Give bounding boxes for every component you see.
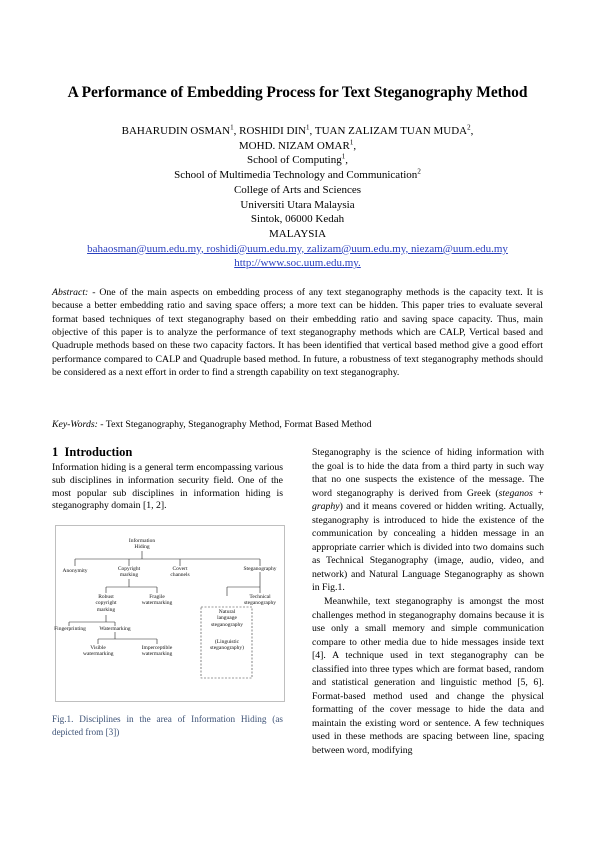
- node-robust-copyright-marking: Robust copyright marking: [95, 594, 117, 613]
- paper-title: A Performance of Embedding Process for Text Steganography Method: [67, 84, 528, 101]
- intro-right-paragraph-1: Steganography is the science of hiding information with the goal is to hide the data from a third party in such way that no one suspects the existence of the message. The word steganography is derived from Greek (steganos + graphy) and it means covered or hidden writing. Actually, steganography is introduced to hide the existence of the communication by concealing a hidden message in an appropriate carrier which is divided into two domains such as Technical Steganography (image, audio, video, and network) and Natural Language Steganography as shown in Fig.1.: [312, 447, 544, 594]
- node-information-hiding: Information Hiding: [128, 538, 156, 551]
- node-linguistic-steganography: (Linguistic steganography): [210, 639, 244, 652]
- abstract: [52, 286, 543, 379]
- figure-diagram-lines: [56, 526, 284, 701]
- figure-information-hiding-tree: [55, 525, 285, 702]
- node-visible-watermarking: Visible watermarking: [83, 645, 114, 658]
- node-anonymity: Anonymity: [62, 568, 88, 574]
- section-heading-introduction: 1 Introduction: [52, 445, 133, 459]
- node-technical-steganography: Technical steganography: [243, 594, 277, 607]
- node-covert-channels: Covert channels: [170, 566, 190, 579]
- node-steganography: Steganography: [243, 566, 277, 572]
- author-emails-link[interactable]: bahaosman@uum.edu.my, roshidi@uum.edu.my, zalizam@uum.edu.my, niezam@uum.edu.my: [87, 242, 508, 255]
- affiliation-college: College of Arts and Sciences: [233, 183, 362, 196]
- website-link[interactable]: http://www.soc.uum.edu.my.: [234, 257, 361, 270]
- figure-caption: Fig.1. Disciplines in the area of Information Hiding (as depicted from [3]): [52, 714, 283, 737]
- affiliation-address: Sintok, 06000 Kedah: [250, 213, 345, 226]
- node-imperceptible-watermarking: Imperceptible watermarking: [141, 645, 173, 658]
- author-block: [40, 124, 555, 271]
- node-fingerprinting: Fingerprinting: [54, 626, 86, 632]
- keywords-text: - Text Steganography, Steganography Method, Format Based Method: [97, 419, 372, 430]
- abstract-text: - One of the main aspects on embedding process of any text steganography methods is the capacity text. It is because a better embedding ratio and saving space offers; a more text can be hidden. This paper tries to evaluate several format based techniques of text steganography based on their embedding ratio and saving space capacity. Thus, main objective of this paper is to analyze the performance of text steganography methods which are CALP, Vertical based and Quadruple methods based on these two capacity factors. It has been identified that vertical based method give a good effort performance compared to CALP and Quadruple based method. In future, a robustness of text steganography methods should be considered as a next effort in order to find a strength capability on text steganography.: [52, 287, 543, 379]
- affiliation-university: Universiti Utara Malaysia: [240, 198, 355, 211]
- intro-right-column: [312, 446, 544, 758]
- node-natural-language-steganography: Natural language steganography: [210, 609, 244, 628]
- intro-right-paragraph-2: Meanwhile, text steganography is amongst the most challenges method in steganography domains because it is use only a small memory and simple communication compare to other media due to hide messages inside text [4]. A technique used in text steganography can be classified into three types which are format based, random and statistical generation and linguistic method [5, 6]. Format-based method used and change the physical formatting of the cover message to hide the data and maintain the existing word or sentence. A few techniques used in these methods are spacing between line, spacing between word, modifying: [312, 596, 544, 757]
- author-line-2: MOHD. NIZAM OMAR$^1$,: [238, 138, 357, 152]
- affiliation-country: MALAYSIA: [268, 227, 327, 240]
- node-watermarking: Watermarking: [99, 626, 131, 632]
- keywords-label: Key-Words:: [52, 419, 98, 430]
- author-line-1: BAHARUDIN OSMAN$^1$, ROSHIDI DIN$^1$, TUAN ZALIZAM TUAN MUDA$^2$,: [121, 123, 474, 137]
- affiliation-2: School of Multimedia Technology and Communication$^2$: [174, 167, 421, 182]
- keywords: [52, 419, 543, 430]
- abstract-label: Abstract:: [52, 287, 89, 298]
- node-copyright-marking: Copyright marking: [117, 566, 141, 579]
- intro-left-paragraph: Information hiding is a general term encompassing various sub disciplines in information security field. One of the most popular sub disciplines in information hiding is steganography domain [1, 2].: [52, 462, 283, 512]
- node-fragile-watermarking: Fragile watermarking: [141, 594, 173, 607]
- affiliation-1: School of Computing$^1$,: [247, 152, 348, 167]
